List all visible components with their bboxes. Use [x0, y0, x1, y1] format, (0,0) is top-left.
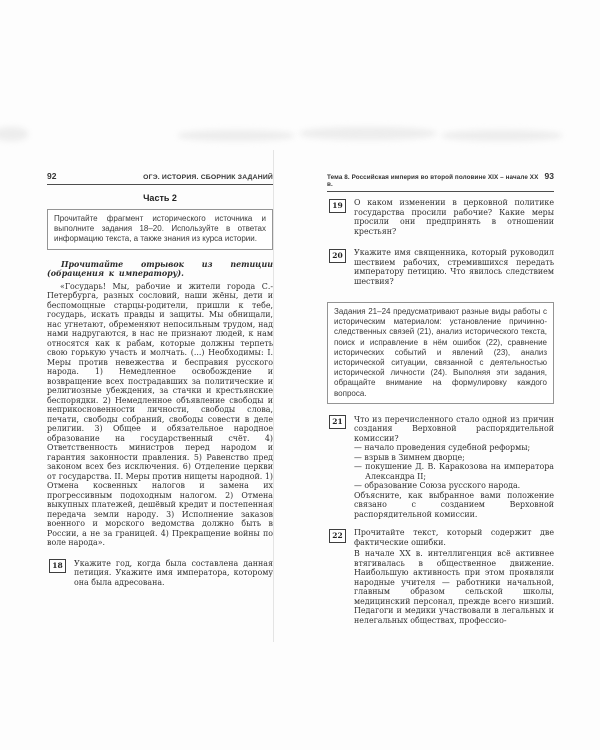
left-page-header	[47, 171, 273, 185]
left-running-title: ОГЭ. ИСТОРИЯ. СБОРНИК ЗАДАНИЙ	[143, 174, 273, 181]
instruction-box-21-24: Задания 21–24 предусматривают разные виды работы с историческим материалом: установление причинно-следственных связей (21), анализ исторического текста, поиск и исправление в нём ошибок (22), сравнение исторических событий и явлений (23), анализ исторической ситуации, связанной с деятельностью исторической личности (24). Выполняя эти задания, обращайте внимание на формулировку каждого вопроса.	[327, 302, 554, 404]
page-gutter-edge	[273, 150, 274, 642]
task-21	[327, 415, 554, 520]
task-22-intro: Прочитайте текст, который содержит две фактические ошибки.	[354, 528, 554, 547]
task-18	[47, 559, 273, 588]
task-21-outro: Объясните, как выбранное вами положение связано с созданием Верховной распорядительной комиссии.	[354, 490, 554, 519]
task-22-body: В начале XX в. интеллигенция всё активнее втягивалась в общественное движение. Наибольшую активность при этом проявляли народные учителя — работники начальной, главным образом сельской школы, медицинский персонал, прежде всего низший. Педагоги и медики участвовали в легальных и нелегальных обществах, профессио-	[354, 549, 554, 625]
task-18-number-box: 18	[49, 559, 66, 573]
left-page-number: 92	[47, 171, 57, 181]
task-21-option-3: — покушение Д. В. Каракозова на императора Александра II;	[354, 462, 554, 481]
task-22-body-wrap	[354, 528, 554, 625]
left-page	[47, 171, 273, 587]
petition-source-text: «Государь! Мы, рабочие и жители города С.-Петербурга, разных сословий, наши жёны, дети и беспомощные старцы-родители, пришли к тебе, государь, искать правды и защиты. Мы обнищали, нас угнетают, обременяют непосильным трудом, над нами надругаются, в нас не признают людей, к нам относятся как к рабам, которые должны терпеть свою горькую участь и молчать. (...) Необходимы: I. Меры против невежества и бесправия русского народа. 1) Немедленное освобождение и возвращение всех пострадавших за политические и религиозные убеждения, за стачки и крестьянские беспорядки. 2) Немедленное объявление свободы и неприкосновенности личности, свободы слова, печати, свободы собраний, свободы совести в деле религии. 3) Общее и обязательное народное образование на государственный счёт. 4) Ответственность министров перед народом и гарантия законности правления. 5) Равенство пред законом всех без исключения. 6) Отделение церкви от государства. II. Меры против нищеты народной. 1) Отмена косвенных налогов и замена их прогрессивным подоходным налогом. 2) Отмена выкупных платежей, дешёвый кредит и постепенная передача земли народу. 3) Исполнение заказов военного и морского ведомства должно быть в России, а не за границей. 4) Прекращение войны по воле народа».	[47, 281, 273, 548]
instruction-box-18-20: Прочитайте фрагмент исторического источника и выполните задания 18–20. Используйте в ответах информацию текста, а также знания из курса истории.	[47, 209, 273, 250]
scan-artifact	[300, 127, 436, 140]
task-20	[327, 248, 554, 286]
source-lead-in: Прочитайте отрывок из петиции (обращения к императору).	[47, 259, 273, 279]
task-22	[327, 528, 554, 625]
right-page	[327, 171, 554, 625]
task-21-intro: Что из перечисленного стало одной из причин создания Верховной распорядительной комиссии?	[354, 414, 554, 443]
scan-artifact	[0, 127, 28, 141]
task-22-number-box: 22	[329, 529, 346, 543]
task-21-option-4: — образование Союза русского народа.	[354, 481, 521, 491]
right-running-title: Тема 8. Российская империя во второй половине XIX – начале XX в.	[327, 174, 539, 188]
scan-artifact	[442, 130, 562, 141]
right-page-header	[327, 171, 554, 192]
task-19	[327, 198, 554, 236]
scan-artifact	[178, 130, 294, 141]
right-page-number: 93	[544, 171, 554, 181]
task-18-text: Укажите год, когда была составлена данная петиция. Укажите имя императора, которому она была адресована.	[74, 558, 273, 587]
section-title: Часть 2	[143, 193, 177, 203]
task-21-number-box: 21	[329, 415, 346, 429]
task-21-option-2: — взрыв в Зимнем дворце;	[354, 452, 465, 462]
task-20-number-box: 20	[329, 249, 346, 263]
task-19-text: О каком изменении в церковной политике государства просили рабочие? Какие меры просили они предпринять в отношении крестьян?	[354, 198, 554, 236]
task-21-option-1: — начало проведения судебной реформы;	[354, 443, 531, 453]
task-19-number-box: 19	[329, 199, 346, 213]
task-20-text: Укажите имя священника, который руководил шествием рабочих, стремившихся передать императору петицию. Что явилось следствием шествия?	[354, 248, 554, 286]
task-21-body	[354, 415, 554, 520]
